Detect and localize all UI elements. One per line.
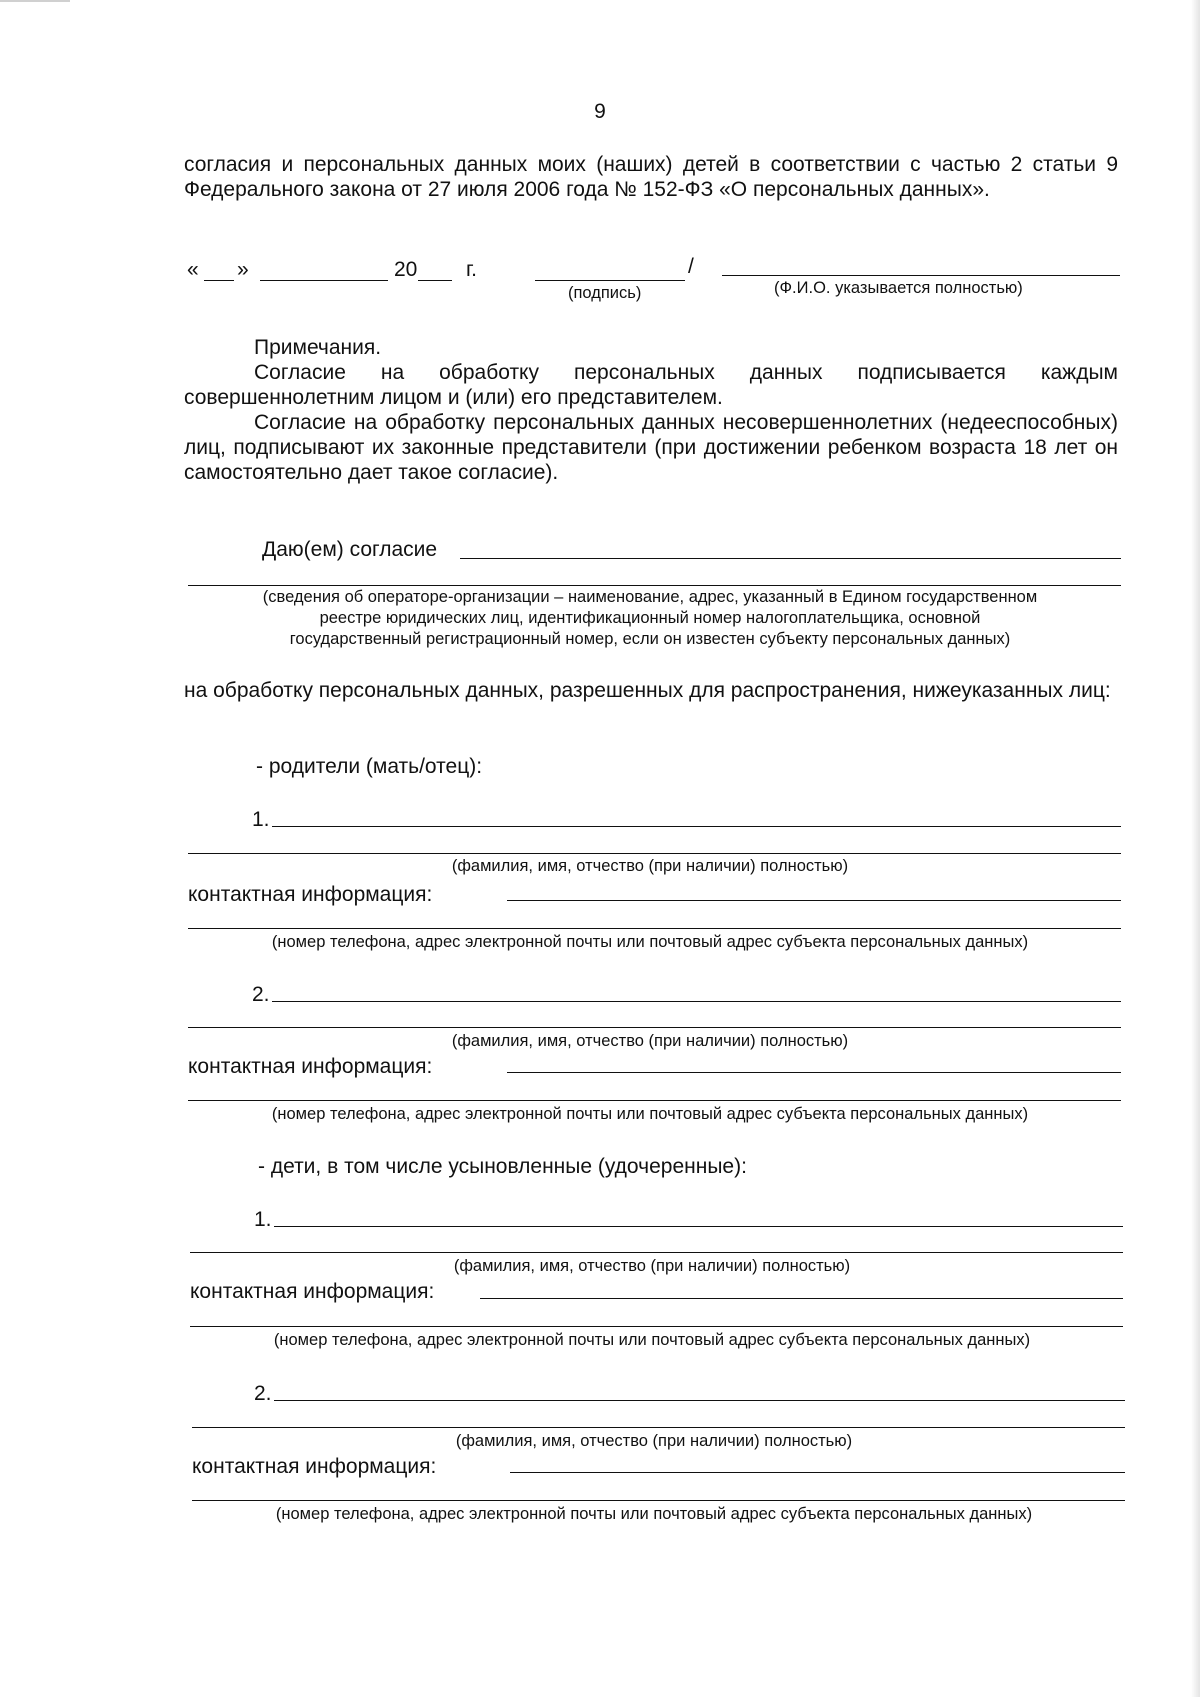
child-2-contact-caption: (номер телефона, адрес электронной почты или почтовый адрес субъекта персональных данных): [275, 1505, 1033, 1523]
parent-1-name-field[interactable]: [272, 826, 1121, 827]
parent-2-name-field[interactable]: [272, 1001, 1121, 1002]
child-1-contact-caption: (номер телефона, адрес электронной почты или почтовый адрес субъекта персональных данных): [273, 1331, 1031, 1349]
child-2-contact-field[interactable]: [510, 1472, 1125, 1473]
child-2-name-field-2[interactable]: [192, 1427, 1125, 1428]
year-suffix: г.: [466, 258, 477, 281]
child-2-name-field[interactable]: [274, 1400, 1125, 1401]
parents-heading: - родители (мать/отец):: [256, 755, 483, 778]
day-field[interactable]: [204, 280, 234, 281]
scan-edge-right: [1191, 0, 1200, 1697]
parent-1-contact-label: контактная информация:: [188, 883, 433, 906]
note-2: Согласие на обработку персональных данных несовершеннолетних (недееспособных) лиц, подписывают их законные представители (при достижении ребенком возраста 18 лет он самостоятельно дает такое согласие).: [184, 411, 1118, 484]
parent-2-contact-label: контактная информация:: [188, 1055, 433, 1078]
child-2-contact-field-2[interactable]: [192, 1500, 1125, 1501]
consent-label: Даю(ем) согласие: [262, 538, 438, 561]
year-field[interactable]: [418, 280, 452, 281]
fio-field[interactable]: [722, 275, 1120, 276]
parent-2-name-caption: (фамилия, имя, отчество (при наличии) полностью): [451, 1032, 849, 1050]
scan-edge-top: [0, 0, 70, 2]
parent-2-contact-field-2[interactable]: [188, 1100, 1121, 1101]
child-1-name-field-2[interactable]: [190, 1252, 1123, 1253]
notes-block: [184, 360, 1118, 485]
parent-1-contact-field-2[interactable]: [188, 928, 1121, 929]
parent-1-name-caption: (фамилия, имя, отчество (при наличии) полностью): [451, 857, 849, 875]
child-2-number: 2.: [254, 1382, 272, 1405]
parent-1-contact-field[interactable]: [507, 900, 1121, 901]
date-close-quote: »: [237, 258, 249, 281]
date-open-quote: «: [187, 258, 199, 281]
intro-paragraph: [184, 152, 1118, 202]
operator-caption-line-2: реестре юридических лиц, идентификационный номер налогоплательщика, основной: [319, 609, 981, 627]
operator-caption-line-1: (сведения об операторе-организации – наименование, адрес, указанный в Едином государственном: [262, 588, 1038, 606]
parent-2-name-field-2[interactable]: [188, 1027, 1121, 1028]
date-signature-row: [184, 255, 1124, 305]
children-heading: - дети, в том числе усыновленные (удочеренные):: [258, 1155, 747, 1178]
child-2-name-caption: (фамилия, имя, отчество (при наличии) полностью): [455, 1432, 853, 1450]
processing-text: на обработку персональных данных, разрешенных для распространения, нижеуказанных лиц:: [184, 679, 1111, 702]
parent-1-number: 1.: [252, 808, 270, 831]
child-1-contact-label: контактная информация:: [190, 1280, 435, 1303]
processing-paragraph: [184, 678, 1118, 703]
consent-operator-field-2[interactable]: [188, 585, 1121, 586]
child-1-name-field[interactable]: [274, 1226, 1123, 1227]
parent-1-name-field-2[interactable]: [188, 853, 1121, 854]
year-prefix: 20: [394, 258, 418, 281]
parent-2-contact-field[interactable]: [507, 1072, 1121, 1073]
child-2-contact-label: контактная информация:: [192, 1455, 437, 1478]
parent-2-number: 2.: [252, 983, 270, 1006]
notes-title: Примечания.: [254, 336, 382, 359]
note-1: Согласие на обработку персональных данных подписывается каждым совершеннолетним лицом и (или) его представителем.: [184, 361, 1118, 409]
consent-operator-field-1[interactable]: [460, 558, 1121, 559]
child-1-name-caption: (фамилия, имя, отчество (при наличии) полностью): [453, 1257, 851, 1275]
signature-slash: /: [688, 255, 694, 278]
signature-field[interactable]: [535, 280, 685, 281]
child-1-contact-field-2[interactable]: [190, 1326, 1123, 1327]
parent-1-contact-caption: (номер телефона, адрес электронной почты или почтовый адрес субъекта персональных данных): [271, 933, 1029, 951]
page-number: 9: [594, 100, 606, 123]
parent-2-contact-caption: (номер телефона, адрес электронной почты или почтовый адрес субъекта персональных данных): [271, 1105, 1029, 1123]
fio-caption: (Ф.И.О. указывается полностью): [774, 279, 1023, 297]
operator-caption-line-3: государственный регистрационный номер, если он известен субъекту персональных данных): [289, 630, 1011, 648]
child-1-contact-field[interactable]: [480, 1298, 1123, 1299]
signature-caption: (подпись): [568, 284, 642, 302]
intro-text: согласия и персональных данных моих (наших) детей в соответствии с частью 2 статьи 9 Федерального закона от 27 июля 2006 года № 152-ФЗ «О персональных данных».: [184, 153, 1118, 201]
operator-caption: [180, 587, 1120, 650]
child-1-number: 1.: [254, 1208, 272, 1231]
month-field[interactable]: [260, 280, 388, 281]
